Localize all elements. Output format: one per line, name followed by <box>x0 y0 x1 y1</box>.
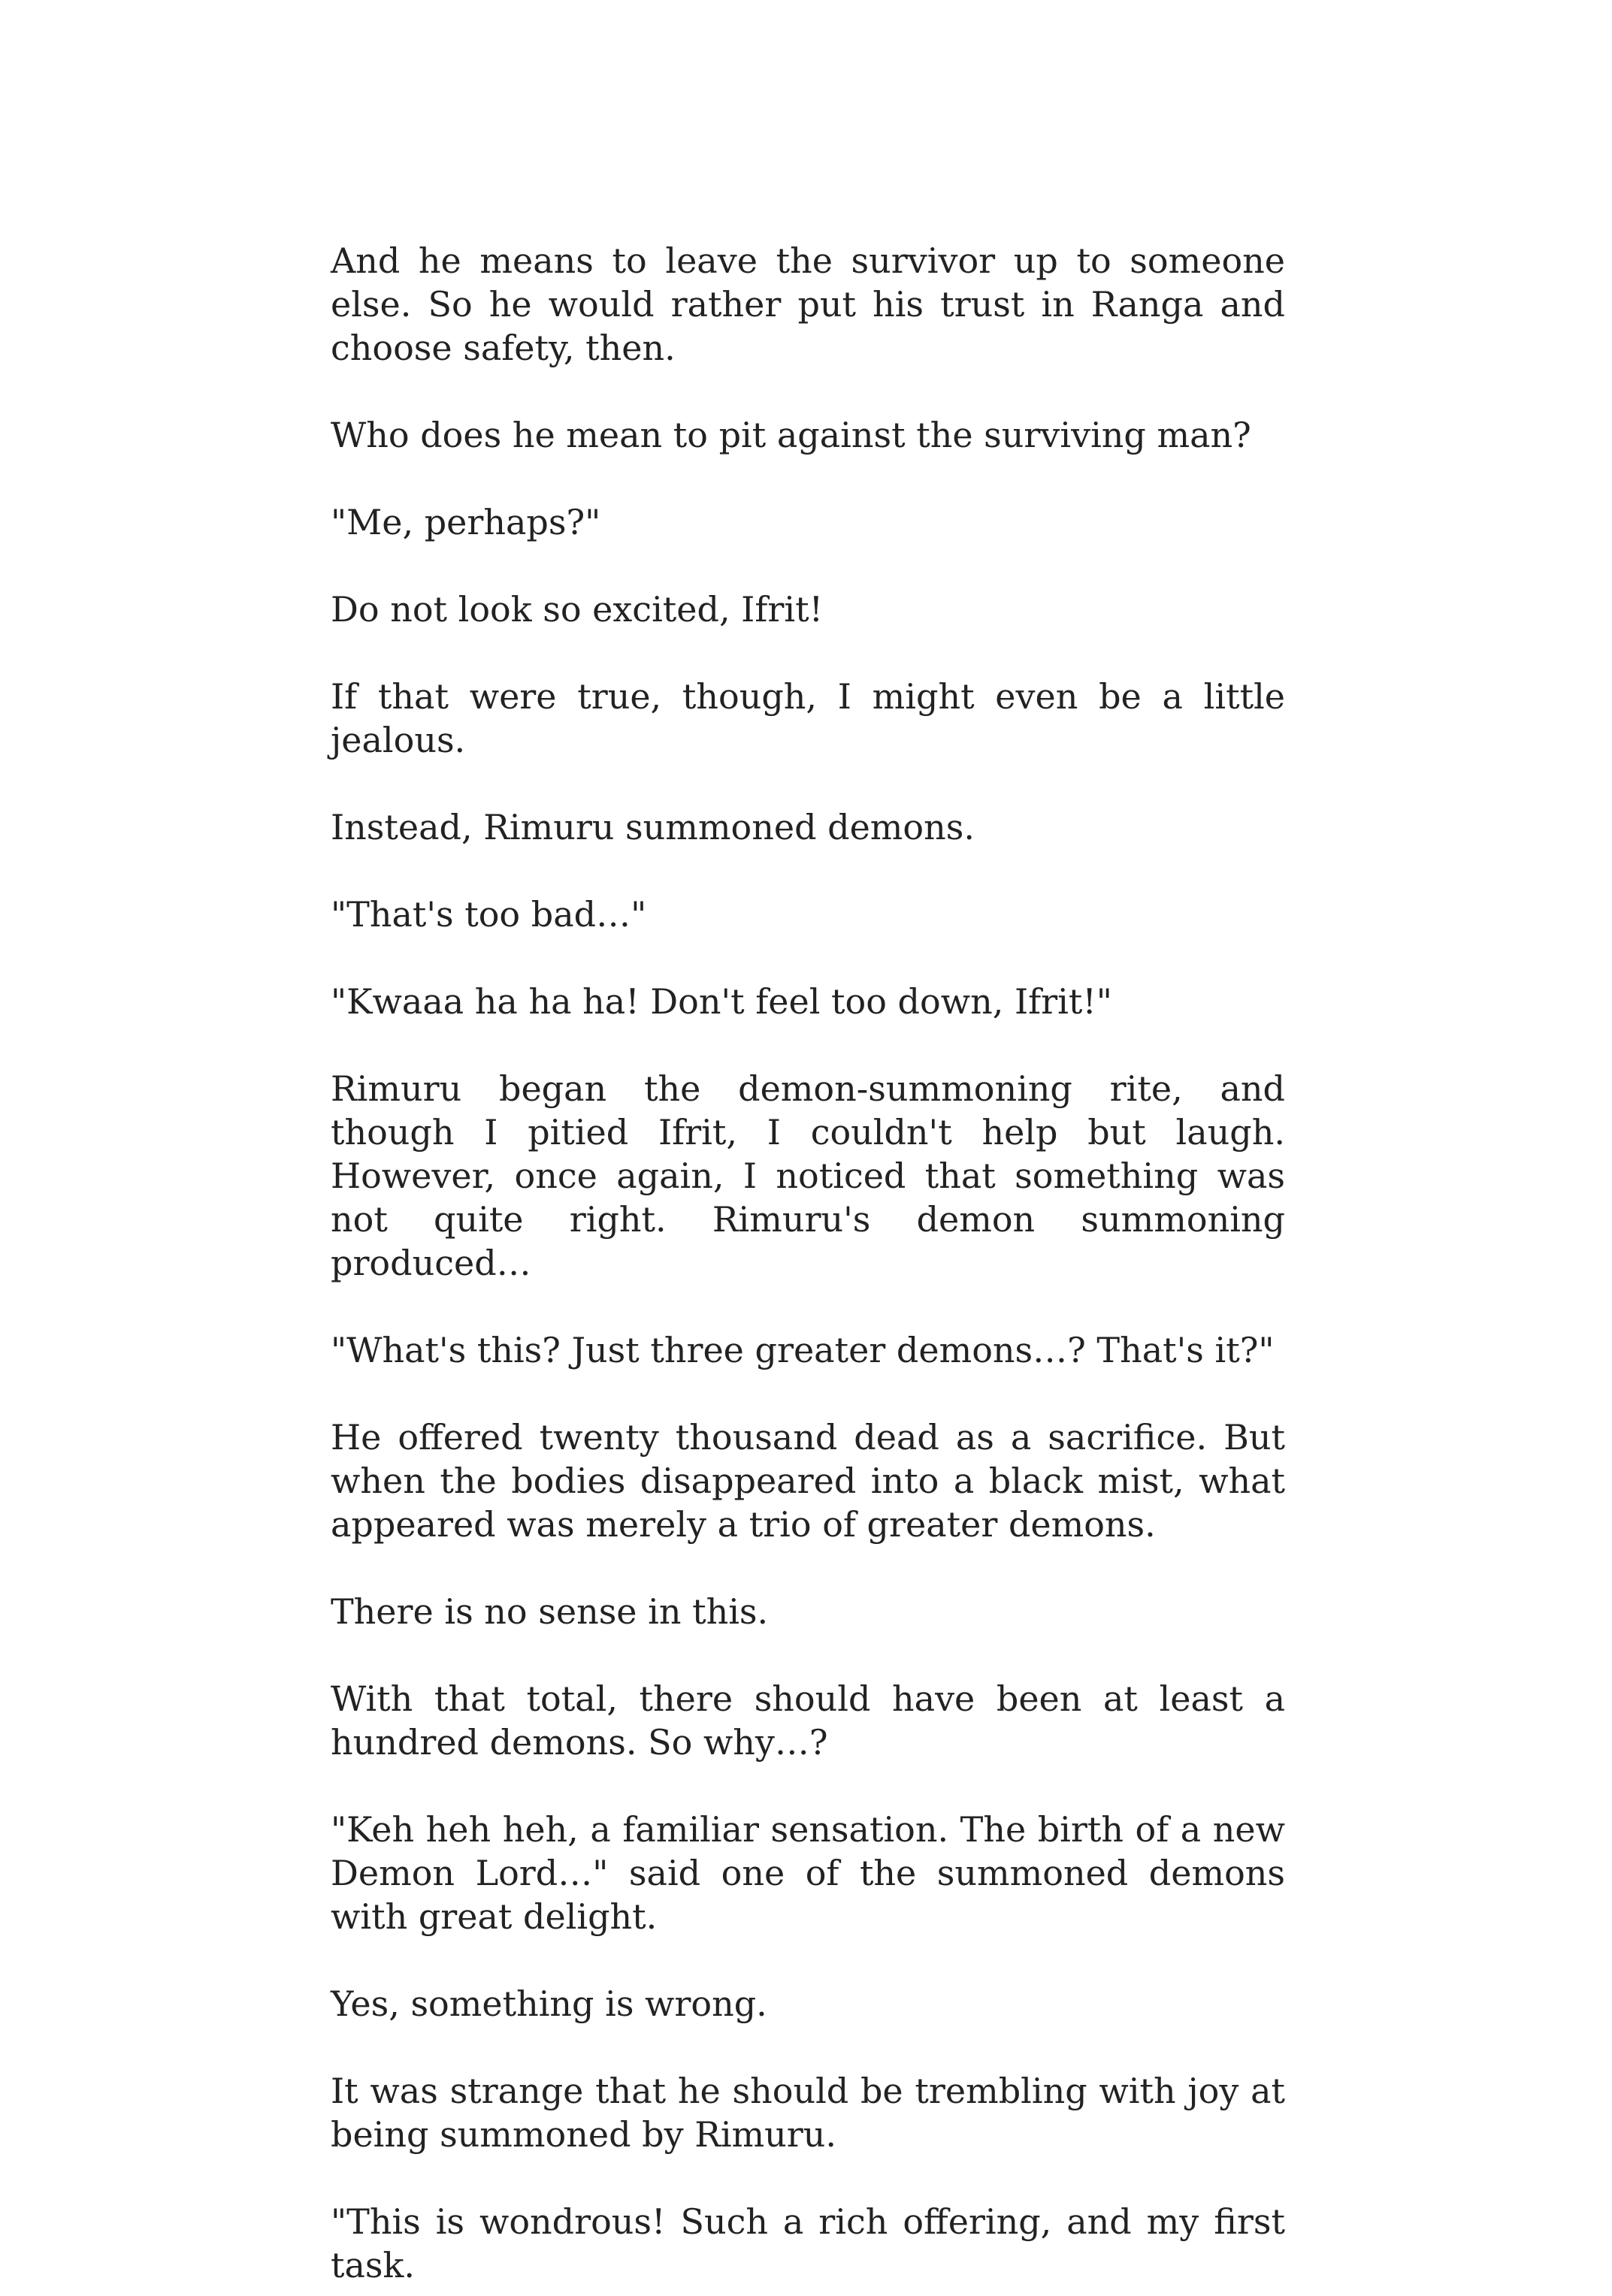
paragraph: "Keh heh heh, a familiar sensation. The birth of a new Demon Lord…" said one of the summoned demons with great delight. <box>331 1809 1285 1937</box>
paragraph: "What's this? Just three greater demons…? That's it?" <box>331 1330 1275 1370</box>
paragraph: Instead, Rimuru summoned demons. <box>331 807 975 847</box>
paragraph: It was strange that he should be trembling with joy at being summoned by Rimuru. <box>331 2071 1285 2155</box>
paragraph: With that total, there should have been at least a hundred demons. So why…? <box>331 1678 1285 1763</box>
paragraph: Rimuru began the demon-summoning rite, and though I pitied Ifrit, I couldn't help but laugh. However, once again, I noticed that something was not quite right. Rimuru's demon summoning produced… <box>331 1068 1285 1283</box>
paragraph: "Kwaaa ha ha ha! Don't feel too down, Ifrit!" <box>331 981 1112 1022</box>
paragraph: And he means to leave the survivor up to someone else. So he would rather put his trust in Ranga and choose safety, then. <box>331 240 1285 368</box>
paragraph: Yes, something is wrong. <box>331 1983 767 2024</box>
paragraph: Who does he mean to pit against the surviving man? <box>331 415 1251 455</box>
paragraph: If that were true, though, I might even be a little jealous. <box>331 676 1285 760</box>
paragraph: "That's too bad…" <box>331 894 647 935</box>
page-body <box>331 239 1285 2287</box>
paragraph: There is no sense in this. <box>331 1591 769 1632</box>
paragraph: He offered twenty thousand dead as a sacrifice. But when the bodies disappeared into a black mist, what appeared was merely a trio of greater demons. <box>331 1417 1285 1545</box>
paragraph: "Me, perhaps?" <box>331 502 601 542</box>
paragraph: "This is wondrous! Such a rich offering, and my first task. <box>331 2201 1285 2285</box>
paragraph: Do not look so excited, Ifrit! <box>331 589 824 630</box>
